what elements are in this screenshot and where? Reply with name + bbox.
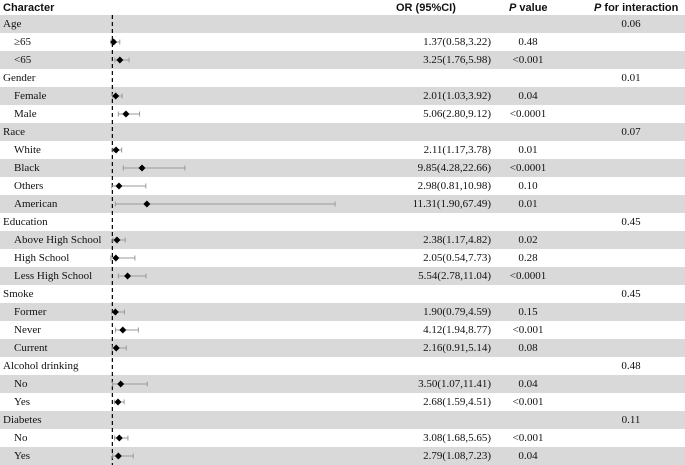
or-ci-value: 2.68(1.59,4.51) — [423, 396, 491, 408]
p-value: <0.0001 — [509, 108, 547, 120]
or-ci-value: 1.90(0.79,4.59) — [423, 306, 491, 318]
header-p-value: P value — [509, 2, 548, 14]
subgroup-label: Black — [14, 162, 40, 174]
p-value: 0.04 — [518, 450, 538, 462]
group-label: Diabetes — [3, 414, 42, 426]
subgroup-label: No — [14, 432, 28, 444]
group-label: Smoke — [3, 288, 34, 300]
or-marker — [122, 111, 129, 118]
subgroup-label: Others — [14, 180, 44, 192]
subgroup-row — [0, 429, 685, 447]
p-value: 0.04 — [518, 90, 538, 102]
p-interaction-value: 0.07 — [621, 126, 641, 138]
subgroup-row — [0, 447, 685, 465]
or-ci-value: 5.54(2.78,11.04) — [418, 270, 491, 282]
or-marker — [119, 327, 126, 334]
or-ci-value: 3.08(1.68,5.65) — [423, 432, 491, 444]
p-value: 0.02 — [518, 234, 538, 246]
or-ci-value: 11.31(1.90,67.49) — [412, 198, 491, 210]
group-label: Age — [3, 18, 22, 30]
subgroup-label: American — [14, 198, 58, 210]
or-ci-value: 3.25(1.76,5.98) — [423, 54, 491, 66]
or-ci-value: 2.16(0.91,5.14) — [423, 342, 491, 354]
or-ci-value: 2.38(1.17,4.82) — [423, 234, 491, 246]
or-ci-value: 2.79(1.08,7.23) — [423, 450, 491, 462]
p-value: 0.15 — [518, 306, 538, 318]
p-value: <0.0001 — [509, 270, 547, 282]
p-value: 0.10 — [518, 180, 538, 192]
or-marker — [117, 381, 124, 388]
or-ci-value: 2.05(0.54,7.73) — [423, 252, 491, 264]
header-or-ci: OR (95%CI) — [396, 2, 456, 14]
p-value: 0.04 — [518, 378, 538, 390]
p-value: <0.0001 — [509, 162, 547, 174]
p-value: 0.08 — [518, 342, 538, 354]
or-marker — [138, 165, 145, 172]
group-label: Gender — [3, 72, 36, 84]
p-value: 0.01 — [518, 144, 538, 156]
or-marker — [113, 147, 120, 154]
p-interaction-value: 0.45 — [621, 216, 641, 228]
p-value: 0.28 — [518, 252, 538, 264]
subgroup-label: Above High School — [14, 234, 102, 246]
p-interaction-value: 0.01 — [621, 72, 641, 84]
subgroup-label: Yes — [14, 450, 31, 462]
p-interaction-value: 0.45 — [621, 288, 641, 300]
p-value: <0.001 — [512, 396, 544, 408]
subgroup-label: White — [14, 144, 41, 156]
or-ci-value: 5.06(2.80,9.12) — [423, 108, 491, 120]
subgroup-label: Yes — [14, 396, 31, 408]
subgroup-label: Never — [14, 324, 41, 336]
group-label: Alcohol drinking — [3, 360, 79, 372]
subgroup-label: Female — [14, 90, 47, 102]
header-character: Character — [3, 2, 55, 14]
subgroup-label: High School — [14, 252, 70, 264]
or-ci-value: 9.85(4.28,22.66) — [417, 162, 491, 174]
p-interaction-value: 0.48 — [621, 360, 641, 372]
or-ci-value: 2.01(1.03,3.92) — [423, 90, 491, 102]
subgroup-label: No — [14, 378, 28, 390]
or-marker — [112, 255, 119, 262]
or-ci-value: 2.11(1.17,3.78) — [423, 144, 491, 156]
or-marker — [116, 57, 123, 64]
p-interaction-value: 0.06 — [621, 18, 641, 30]
or-ci-value: 2.98(0.81,10.98) — [417, 180, 491, 192]
or-ci-value: 4.12(1.94,8.77) — [423, 324, 491, 336]
or-marker — [115, 183, 122, 190]
p-interaction-value: 0.11 — [621, 414, 641, 426]
p-value: 0.48 — [518, 36, 538, 48]
group-label: Race — [3, 126, 25, 138]
or-ci-value: 3.50(1.07,11.41) — [418, 378, 491, 390]
or-marker — [143, 201, 150, 208]
or-marker — [113, 345, 120, 352]
subgroup-label: ≥65 — [14, 36, 32, 48]
subgroup-label: Male — [14, 108, 37, 120]
or-ci-value: 1.37(0.58,3.22) — [423, 36, 491, 48]
subgroup-label: <65 — [14, 54, 32, 66]
subgroup-label: Less High School — [14, 270, 93, 282]
p-value: <0.001 — [512, 54, 544, 66]
p-value: 0.01 — [518, 198, 538, 210]
subgroup-label: Current — [14, 342, 48, 354]
or-marker — [124, 273, 131, 280]
or-marker — [113, 237, 120, 244]
group-label: Education — [3, 216, 48, 228]
header-p-for-interaction: P for interaction — [594, 2, 679, 14]
or-marker — [112, 93, 119, 100]
p-value: <0.001 — [512, 324, 544, 336]
or-marker — [114, 399, 121, 406]
p-value: <0.001 — [512, 432, 544, 444]
subgroup-label: Former — [14, 306, 47, 318]
